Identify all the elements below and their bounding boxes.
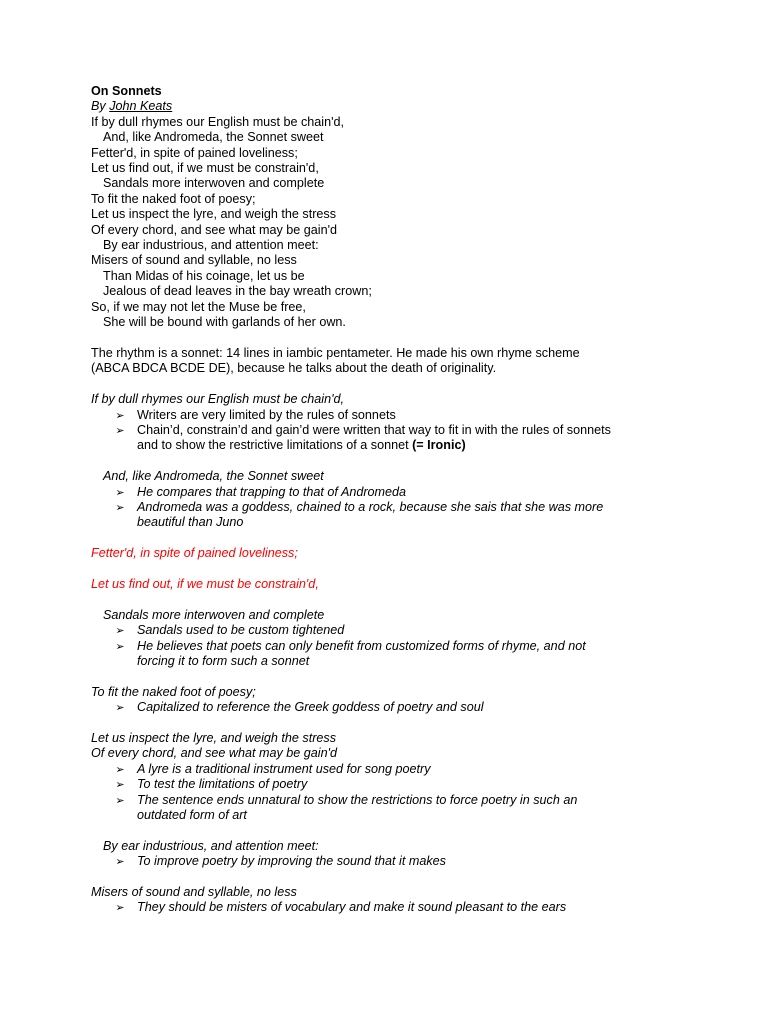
bullet-item bbox=[91, 423, 691, 454]
spacer bbox=[91, 669, 691, 684]
bullet-list bbox=[91, 762, 691, 824]
bullet-item bbox=[91, 639, 691, 670]
arrow-bullet-icon: ➢ bbox=[115, 855, 125, 869]
bullet-text: The sentence ends unnatural to show the restrictions to force poetry in such an bbox=[137, 792, 578, 807]
arrow-bullet-icon: ➢ bbox=[115, 500, 125, 514]
bullet-text: Capitalized to reference the Greek goddess of poetry and soul bbox=[137, 700, 484, 715]
quoted-line: And, like Andromeda, the Sonnet sweet bbox=[103, 469, 324, 484]
bullet-list bbox=[91, 700, 691, 715]
document-page bbox=[91, 84, 691, 916]
analysis-section bbox=[91, 546, 691, 561]
analysis-section bbox=[91, 731, 691, 823]
quoted-line: If by dull rhymes our English must be chain'd, bbox=[91, 392, 345, 407]
author-name: John Keats bbox=[109, 99, 173, 114]
bullet-item bbox=[91, 623, 691, 638]
bullet-item bbox=[91, 900, 691, 915]
arrow-bullet-icon: ➢ bbox=[115, 624, 125, 638]
bullet-list bbox=[91, 854, 691, 869]
bullet-text: He compares that trapping to that of Andromeda bbox=[137, 484, 407, 499]
analysis-section bbox=[91, 392, 691, 454]
bullet-text: To improve poetry by improving the sound that it makes bbox=[137, 854, 446, 869]
quoted-line: By ear industrious, and attention meet: bbox=[103, 838, 319, 853]
spacer bbox=[91, 562, 691, 577]
arrow-bullet-icon: ➢ bbox=[115, 423, 125, 437]
bullet-item bbox=[91, 408, 691, 423]
bullet-item bbox=[91, 793, 691, 824]
poem-line: Misers of sound and syllable, no less bbox=[91, 253, 297, 268]
poem-line: Fetter'd, in spite of pained loveliness; bbox=[91, 145, 298, 160]
bullet-text: Chain’d, constrain’d and gain’d were written that way to fit in with the rules of sonnets bbox=[137, 422, 611, 437]
arrow-bullet-icon: ➢ bbox=[115, 762, 125, 776]
poem-title: On Sonnets bbox=[91, 84, 162, 98]
spacer bbox=[91, 716, 691, 731]
bullet-item bbox=[91, 777, 691, 792]
arrow-bullet-icon: ➢ bbox=[115, 701, 125, 715]
poem-line: Than Midas of his coinage, let us be bbox=[103, 268, 305, 283]
quoted-line: To fit the naked foot of poesy; bbox=[91, 684, 256, 699]
bullet-text: A lyre is a traditional instrument used for song poetry bbox=[137, 761, 431, 776]
poem-line: Let us find out, if we must be constrain'd, bbox=[91, 161, 319, 176]
analysis-section bbox=[91, 885, 691, 916]
arrow-bullet-icon: ➢ bbox=[115, 901, 125, 915]
arrow-bullet-icon: ➢ bbox=[115, 793, 125, 807]
arrow-bullet-icon: ➢ bbox=[115, 485, 125, 499]
quoted-line: Let us find out, if we must be constrain'd, bbox=[91, 576, 319, 591]
bullet-text: Sandals used to be custom tightened bbox=[137, 623, 345, 638]
spacer bbox=[91, 454, 691, 469]
bullet-text: To test the limitations of poetry bbox=[137, 777, 308, 792]
bullet-text: beautiful than Juno bbox=[137, 515, 244, 530]
byline-prefix: By bbox=[91, 99, 110, 114]
poem-line: She will be bound with garlands of her own. bbox=[103, 315, 346, 330]
bullet-item bbox=[91, 700, 691, 715]
poem-body bbox=[91, 115, 691, 331]
bullet-text: They should be misters of vocabulary and make it sound pleasant to the ears bbox=[137, 900, 567, 915]
poem-byline bbox=[91, 99, 691, 114]
spacer bbox=[91, 823, 691, 838]
poem-line: If by dull rhymes our English must be chain'd, bbox=[91, 114, 345, 129]
arrow-bullet-icon: ➢ bbox=[115, 778, 125, 792]
poem-line: Sandals more interwoven and complete bbox=[103, 176, 325, 191]
quoted-line: Of every chord, and see what may be gain'd bbox=[91, 746, 338, 761]
analysis-section bbox=[91, 839, 691, 870]
bullet-list bbox=[91, 485, 691, 531]
bullet-item bbox=[91, 762, 691, 777]
analysis-intro-line: (ABCA BDCA BCDE DE), because he talks about the death of originality. bbox=[91, 361, 497, 376]
analysis-section bbox=[91, 469, 691, 531]
bullet-item bbox=[91, 500, 691, 531]
poem-line: Jealous of dead leaves in the bay wreath crown; bbox=[103, 284, 372, 299]
bullet-list bbox=[91, 623, 691, 669]
poem-line: Let us inspect the lyre, and weigh the stress bbox=[91, 207, 337, 222]
bullet-item bbox=[91, 485, 691, 500]
spacer bbox=[91, 331, 691, 346]
analysis-section bbox=[91, 685, 691, 716]
bullet-list bbox=[91, 408, 691, 454]
arrow-bullet-icon: ➢ bbox=[115, 639, 125, 653]
arrow-bullet-icon: ➢ bbox=[115, 408, 125, 422]
bullet-item bbox=[91, 854, 691, 869]
quoted-line: Sandals more interwoven and complete bbox=[103, 607, 325, 622]
quoted-line: Misers of sound and syllable, no less bbox=[91, 884, 297, 899]
quoted-line: Let us inspect the lyre, and weigh the stress bbox=[91, 730, 337, 745]
spacer bbox=[91, 531, 691, 546]
poem-line: So, if we may not let the Muse be free, bbox=[91, 299, 306, 314]
analysis-section bbox=[91, 608, 691, 670]
analysis-section bbox=[91, 577, 691, 592]
poem-line: And, like Andromeda, the Sonnet sweet bbox=[103, 130, 324, 145]
bullet-text: Writers are very limited by the rules of sonnets bbox=[137, 407, 396, 422]
spacer bbox=[91, 592, 691, 607]
poem-line: To fit the naked foot of poesy; bbox=[91, 191, 256, 206]
bullet-list bbox=[91, 900, 691, 915]
poem-line: By ear industrious, and attention meet: bbox=[103, 238, 319, 253]
poem-line: Of every chord, and see what may be gain'd bbox=[91, 222, 338, 237]
spacer bbox=[91, 377, 691, 392]
analysis-sections bbox=[91, 377, 691, 916]
bullet-text: Andromeda was a goddess, chained to a rock, because she sais that she was more bbox=[137, 499, 604, 514]
bullet-text: and to show the restrictive limitations of a sonnet (= Ironic) bbox=[137, 438, 466, 453]
quoted-line: Fetter'd, in spite of pained loveliness; bbox=[91, 546, 298, 561]
analysis-intro bbox=[91, 346, 691, 377]
bullet-text: forcing it to form such a sonnet bbox=[137, 653, 310, 668]
bullet-text: He believes that poets can only benefit from customized forms of rhyme, and not bbox=[137, 638, 586, 653]
ironic-note: (= Ironic) bbox=[412, 438, 466, 453]
bullet-text: outdated form of art bbox=[137, 807, 247, 822]
analysis-intro-line: The rhythm is a sonnet: 14 lines in iambic pentameter. He made his own rhyme scheme bbox=[91, 345, 580, 360]
spacer bbox=[91, 870, 691, 885]
